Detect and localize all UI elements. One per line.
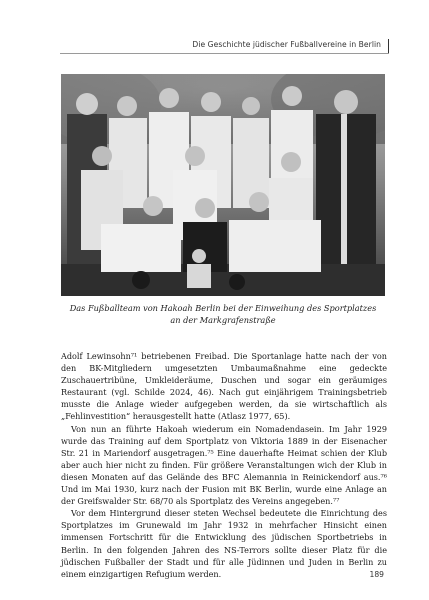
running-head: Die Geschichte jüdischer Fußballvereine in Berlin (192, 40, 381, 49)
paragraph-3: Vor dem Hintergrund dieser steten Wechsel bedeutete die Einrichtung des Sportplatzes im Grunewald im Jahr 1932 in mehrfacher Hinsicht einen immensen Fortschritt für die Entwicklung des jüdischen Sportbetriebs in Berlin. In den folgenden Jahren des NS-Terrors sollte dieser Platz für die jüdischen Fußballer der Stadt und für alle Jüdinnen und Juden in Berlin zu einem einzigartigen Refugium werden. (61, 508, 387, 579)
caption-line-1: Das Fußballteam von Hakoah Berlin bei der Einweihung des Sportplatzes (69, 303, 377, 313)
header-rule (60, 53, 389, 54)
paragraph-1: Adolf Lewinsohn⁷¹ betriebenen Freibad. Die Sportanlage hatte nach der von den BK-Mitgliedern umgesetzten Umbaumaßnahme eine gedeckte Zuschauertribüne, Umkleideräume, Duschen und sogar ein geräumiges Restaurant (vgl. Schilde 2024, 46). Nach gut einjährigem Trainingsbetrieb musste die Anlage wieder aufgegeben werden, da sie wirtschaftlich als „Fehlinvestition“ herausgestellt hatte (Atlasz 1977, 65). (61, 351, 387, 422)
team-photograph-icon (61, 74, 385, 296)
paragraph-2: Von nun an führte Hakoah wiederum ein Nomadendasein. Im Jahr 1929 wurde das Training auf dem Sportplatz von Viktoria 1889 in der Eisenacher Str. 21 in Mariendorf ausgetragen.⁷⁵ Eine dauerhafte Heimat schien der Klub aber auch hier nicht zu finden. Für größere Veranstaltungen wich der Klub in diesen Monaten auf das Gelände des BFC Alemannia in Reinickendorf aus.⁷⁶ Und im Mai 1930, kurz nach der Fusion mit BK Berlin, wurde eine Anlage an der Greifswalder Str. 68/70 als Sportplatz des Vereins angegeben.⁷⁷ (61, 423, 387, 507)
photo-caption (61, 302, 385, 326)
page-number: 189 (369, 570, 384, 579)
team-photograph (61, 74, 385, 296)
body-text (61, 350, 387, 580)
caption-line-2: an der Markgrafenstraße (170, 315, 276, 325)
header-rule-marker (388, 39, 390, 53)
